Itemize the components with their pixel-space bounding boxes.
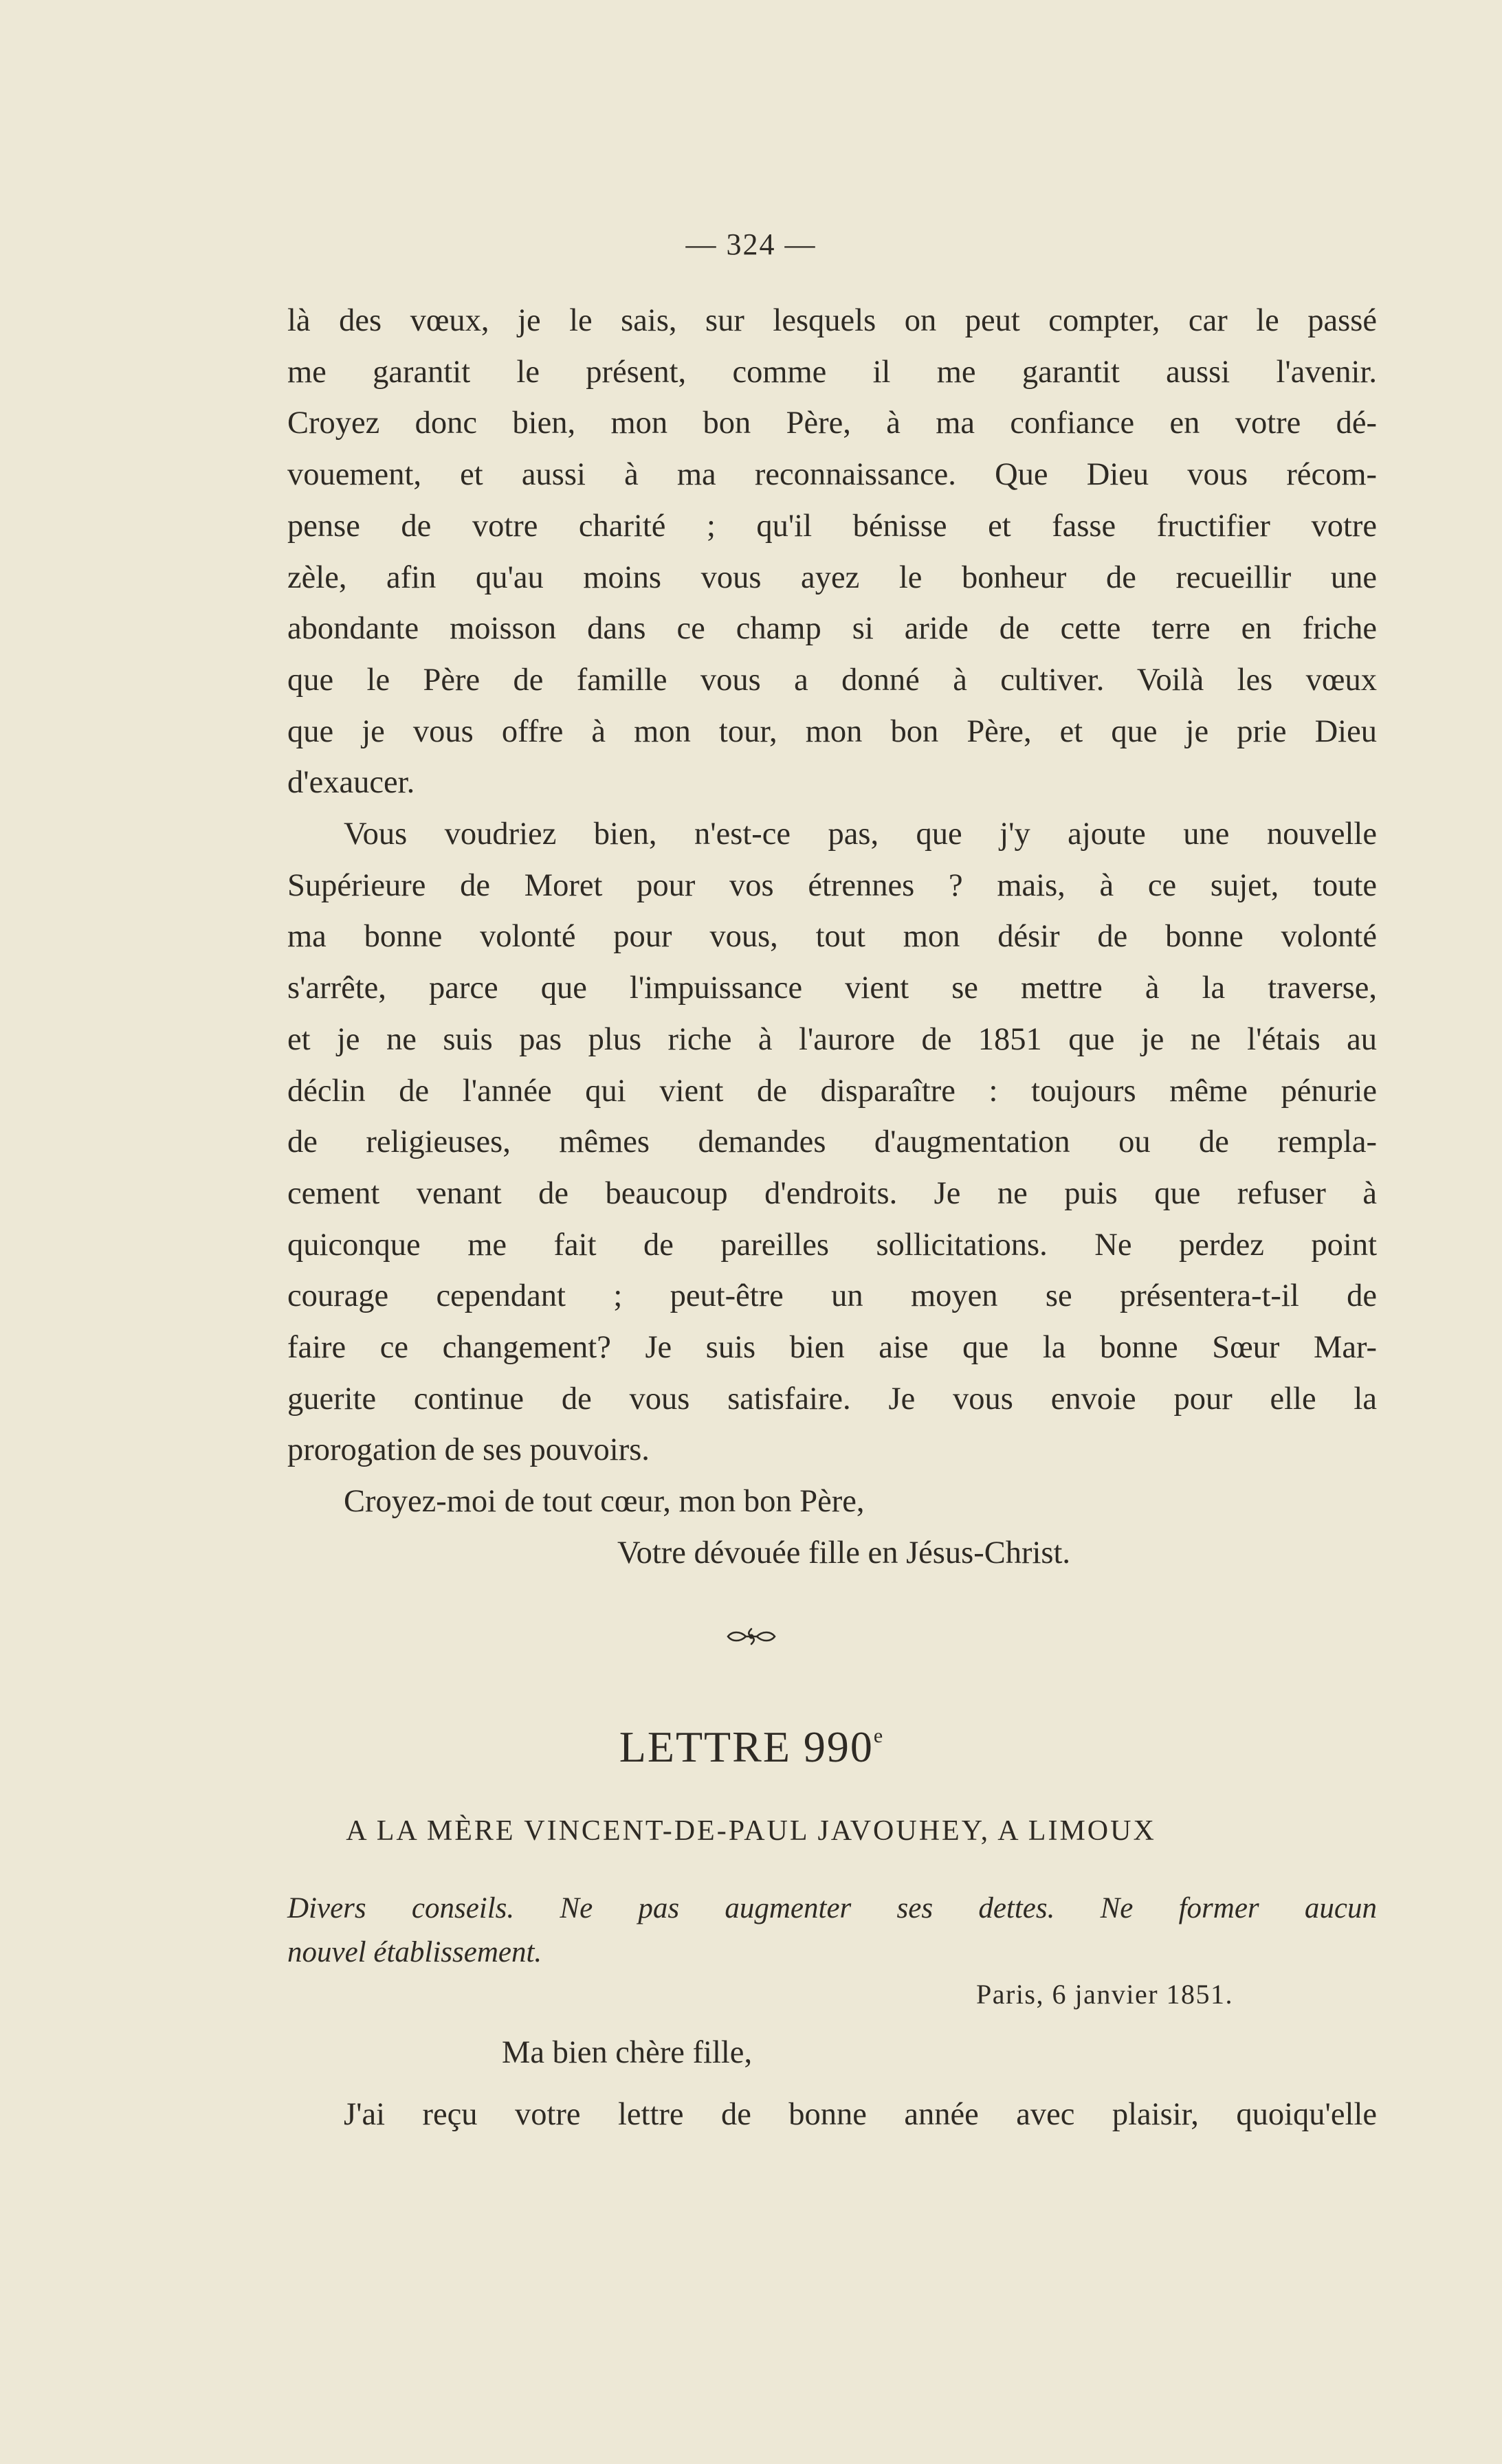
- text-line: que le Père de famille vous a donné à cultiver. Voilà les vœux: [287, 662, 1377, 698]
- text-line: que je vous offre à mon tour, mon bon Père, et que je prie Dieu: [287, 713, 1377, 749]
- fleuron-ornament-icon: [0, 1626, 1502, 1650]
- letter-body: [287, 296, 1377, 1579]
- letter-recipient: A LA MÈRE VINCENT-DE-PAUL JAVOUHEY, A LIMOUX: [346, 1815, 1156, 1847]
- text-line: me garantit le présent, comme il me garantit aussi l'avenir.: [287, 354, 1377, 390]
- text-line: d'exaucer.: [287, 765, 415, 801]
- text-line: cement venant de beaucoup d'endroits. Je ne puis que refuser à: [287, 1175, 1377, 1211]
- text-line: Supérieure de Moret pour vos étrennes ? mais, à ce sujet, toute: [287, 867, 1377, 903]
- letter-title-suffix: e: [873, 1724, 883, 1747]
- closing-line-1: Croyez-moi de tout cœur, mon bon Père,: [344, 1484, 865, 1520]
- text-line: quiconque me fait de pareilles sollicitations. Ne perdez point: [287, 1227, 1377, 1263]
- letter-opening-line: J'ai reçu votre lettre de bonne année avec plaisir, quoiqu'elle: [344, 2097, 1377, 2132]
- paragraph-2: [287, 809, 1377, 1476]
- text-line: là des vœux, je le sais, sur lesquels on peut compter, car le passé: [287, 303, 1377, 338]
- text-line: zèle, afin qu'au moins vous ayez le bonheur de recueillir une: [287, 559, 1377, 595]
- page-number: — 324 —: [685, 227, 817, 261]
- letter-summary: [287, 1887, 1377, 1975]
- text-line: ma bonne volonté pour vous, tout mon désir de bonne volonté: [287, 919, 1377, 955]
- text-line: de religieuses, mêmes demandes d'augmentation ou de rempla-: [287, 1124, 1377, 1160]
- closing-line-2: Votre dévouée fille en Jésus-Christ.: [617, 1535, 1071, 1570]
- text-line: Croyez donc bien, mon bon Père, à ma confiance en votre dé-: [287, 406, 1377, 441]
- letter-dateline: Paris, 6 janvier 1851.: [976, 1979, 1234, 2010]
- fleuron-ornament-icon-svg: [725, 1626, 777, 1647]
- text-line: et je ne suis pas plus riche à l'aurore de 1851 que je ne l'étais au: [287, 1021, 1377, 1057]
- summary-line-2: nouvel établissement.: [287, 1936, 542, 1968]
- text-line: courage cependant ; peut-être un moyen se présentera-t-il de: [287, 1278, 1377, 1314]
- text-line: déclin de l'année qui vient de disparaître : toujours même pénurie: [287, 1073, 1377, 1109]
- letter-salutation: Ma bien chère fille,: [502, 2035, 753, 2070]
- text-line: prorogation de ses pouvoirs.: [287, 1432, 650, 1468]
- text-line: guerite continue de vous satisfaire. Je vous envoie pour elle la: [287, 1381, 1377, 1417]
- text-line: s'arrête, parce que l'impuissance vient se mettre à la traverse,: [287, 970, 1377, 1006]
- letter-title: [0, 1722, 1502, 1773]
- text-line: pense de votre charité ; qu'il bénisse et fasse fructifier votre: [287, 508, 1377, 544]
- text-line: Vous voudriez bien, n'est-ce pas, que j'y ajoute une nouvelle: [344, 817, 1377, 852]
- summary-line-1: Divers conseils. Ne pas augmenter ses dettes. Ne former aucun: [287, 1892, 1377, 1924]
- text-line: vouement, et aussi à ma reconnaissance. Que Dieu vous récom-: [287, 457, 1377, 493]
- text-line: abondante moisson dans ce champ si aride de cette terre en friche: [287, 611, 1377, 647]
- letter-title-text: LETTRE 990: [619, 1722, 874, 1771]
- paragraph-1: [287, 296, 1377, 809]
- text-line: faire ce changement? Je suis bien aise que la bonne Sœur Mar-: [287, 1330, 1377, 1366]
